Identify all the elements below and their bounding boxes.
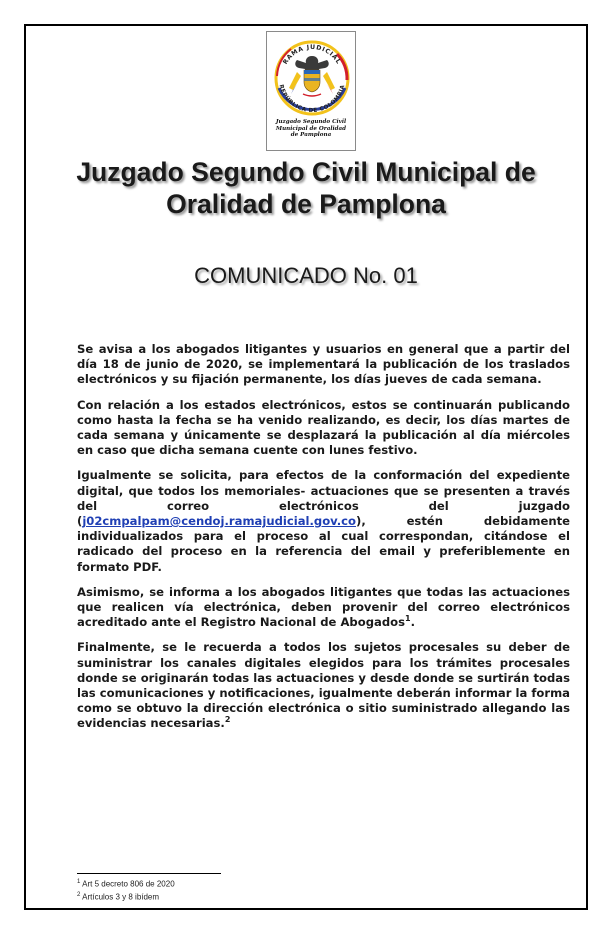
paragraph-estados: Con relación a los estados electrónicos, estos se continuarán publicando como hasta la fecha se ha venido realizando, es decir, los días martes de cada semana y únicamente se desplazará la publicación al día miércoles en caso que dicha semana cuente con lunes festivo. bbox=[77, 397, 570, 458]
paragraph-text: Igualmente se solicita, para efectos de la conformación del expediente digital, que todos los memoriales- actuaciones que se presenten a través del correo electrónicos del juzgado ( bbox=[77, 468, 570, 529]
footnote-text: Artículos 3 y 8 ibídem bbox=[80, 892, 160, 902]
footnote-mark: 2 bbox=[77, 891, 81, 898]
footnote-divider bbox=[77, 873, 221, 874]
footnotes bbox=[77, 877, 477, 902]
footnote-text: Art 5 decreto 806 de 2020 bbox=[80, 879, 175, 889]
notice-body bbox=[77, 342, 570, 742]
paragraph-traslados: Se avisa a los abogados litigantes y usuarios en general que a partir del día 18 de junio de 2020, se implementará la publicación de los traslados electrónicos y su fijación permanente, los días jueves de cada semana. bbox=[77, 342, 570, 387]
footnote-item bbox=[77, 890, 477, 903]
court-seal bbox=[266, 31, 356, 151]
court-title-line2: Oralidad de Pamplona bbox=[166, 189, 446, 219]
notice-title: COMUNICADO No. 01 bbox=[194, 263, 418, 288]
paragraph-canales-digitales bbox=[77, 640, 570, 731]
paragraph-end: . bbox=[410, 615, 415, 630]
footnote-ref: 2 bbox=[224, 715, 231, 725]
court-title bbox=[40, 156, 572, 220]
seal-caption-line: Juzgado Segundo Civil bbox=[275, 119, 347, 125]
seal-caption-line: de Pamplona bbox=[290, 132, 332, 139]
paragraph-text: ), estén debidamente individualizados para el proceso al cual correspondan, citándose el radicado del proceso en la referencia del email y preferiblemente en formato PDF. bbox=[77, 514, 570, 574]
court-email-link[interactable]: j02cmpalpam@cendoj.ramajudicial.gov.co bbox=[82, 514, 357, 529]
seal-caption bbox=[269, 119, 353, 139]
footnote-mark: 1 bbox=[77, 879, 81, 885]
paragraph-text: Asimismo, se informa a los abogados litigantes que todas las actuaciones que realicen vía electrónica, deben provenir del correo electrónicos acreditado ante el Registro Nacional de Abogados bbox=[77, 584, 570, 630]
seal-ring-bottom-text: REPÚBLICA DE COLOMBIA bbox=[277, 84, 347, 115]
paragraph-memoriales bbox=[77, 468, 570, 574]
paragraph-correo-acreditado bbox=[77, 585, 570, 631]
seal-emblem bbox=[267, 32, 357, 120]
seal-caption-line: Municipal de Oralidad bbox=[275, 125, 347, 132]
footnote-ref: 1 bbox=[404, 614, 411, 624]
court-title-line1: Juzgado Segundo Civil Municipal de bbox=[76, 157, 536, 187]
paragraph-text: Finalmente, se le recuerda a todos los sujetos procesales su deber de suministrar los canales digitales elegidos para los trámites procesales donde se originarán todas las actuaciones y desde donde se surtirán todas las comunicaciones y notificaciones, igualmente deberán informar la forma como se obtuvo la dirección electrónica o sitio suministrado allegando las evidencias necesarias. bbox=[77, 640, 570, 731]
footnote-item bbox=[77, 877, 477, 890]
seal-ring-top-text: RAMA JUDICIAL bbox=[281, 43, 343, 66]
